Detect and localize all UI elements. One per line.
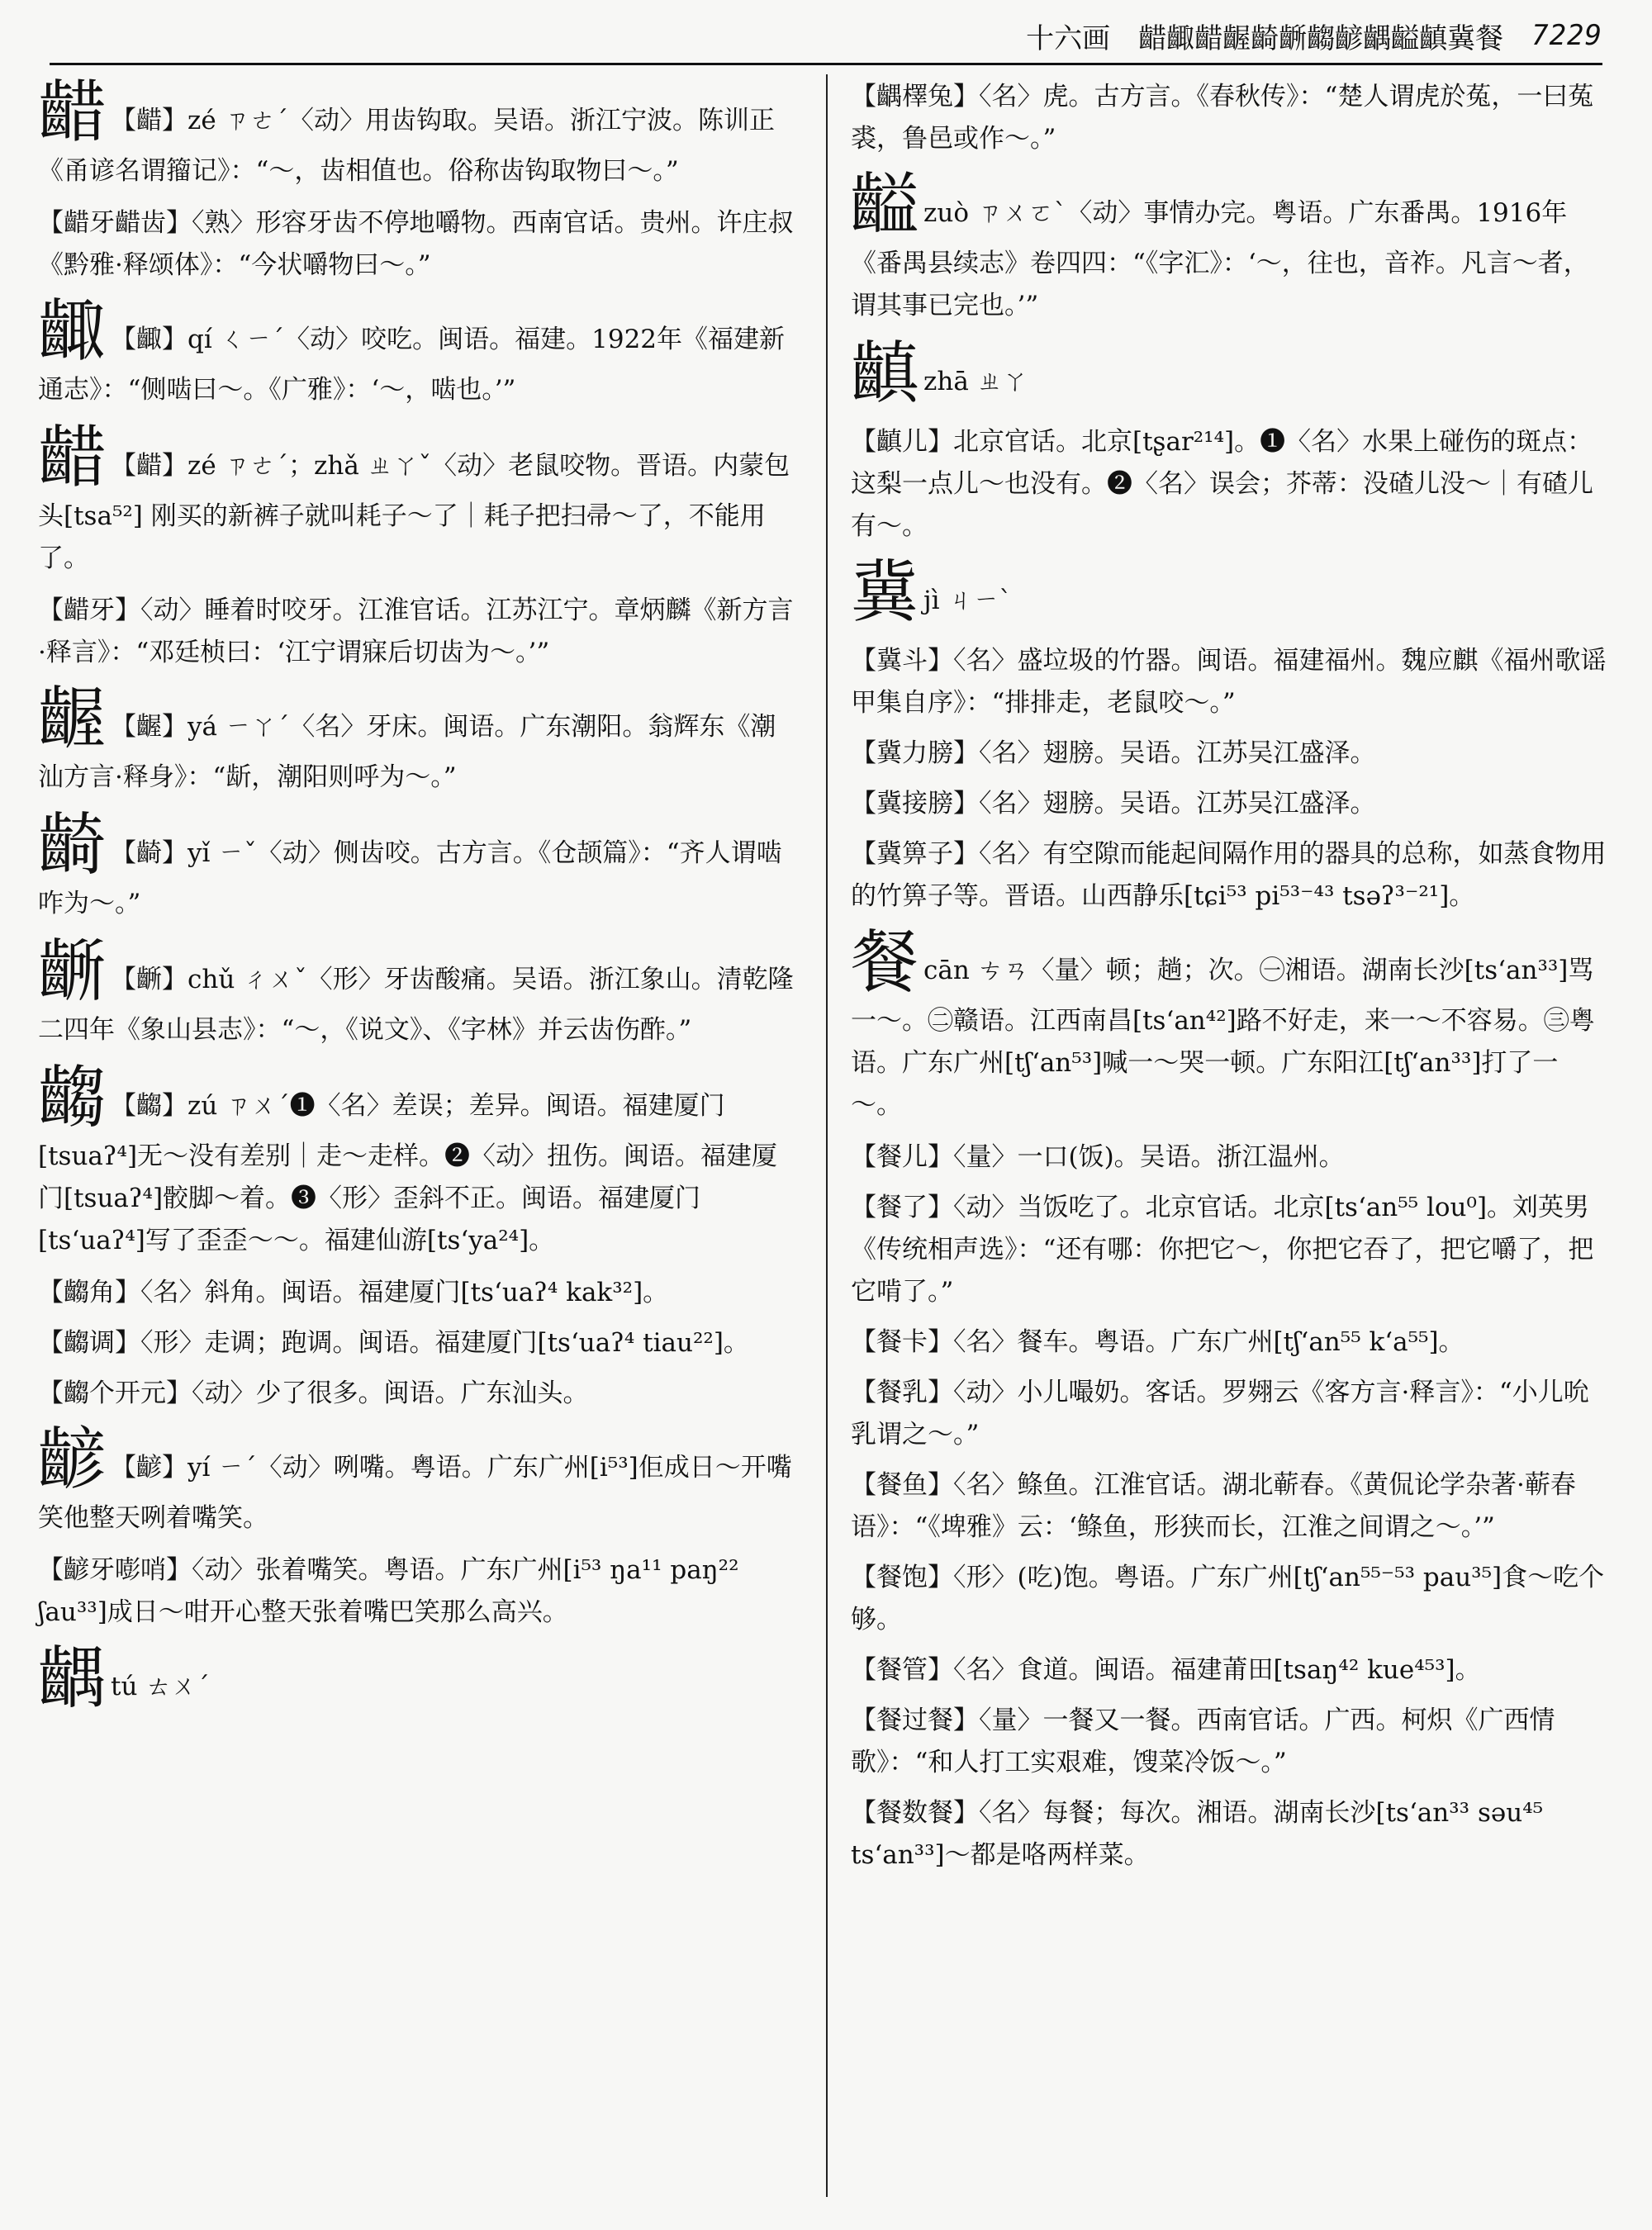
- headword-character: 餐: [851, 923, 919, 1002]
- headword-entry: [851, 334, 1609, 413]
- entry-text: 【齰牙齰齿】〈熟〉形容牙齿不停地嚼物。西南官话。贵州。许庄叔《黔雅·释颂体》：“今状嚼物曰～。”: [38, 208, 794, 280]
- sub-entry: [851, 421, 1609, 548]
- headword-entry: [38, 1639, 796, 1718]
- sub-entry: [851, 733, 1609, 775]
- column-divider: [826, 74, 828, 2197]
- entry-text: 【齰】zé ㄗㄜˊ〈动〉用齿钩取。吴语。浙江宁波。陈训正《甬谚名谓籀记》：“～，齿相值也。俗称齿钩取物曰～。”: [38, 106, 776, 186]
- sub-entry: [851, 833, 1609, 918]
- sub-entry: [851, 1187, 1609, 1313]
- entry-text: 【餐乳】〈动〉小儿嘬奶。客话。罗翙云《客方言·释言》：“小儿吮乳谓之～。”: [851, 1378, 1589, 1450]
- headword-entry: [38, 1423, 796, 1540]
- page-number: 7229: [1531, 19, 1602, 52]
- entry-text: jì ㄐㄧˋ: [923, 586, 1012, 615]
- sub-entry: [851, 1649, 1609, 1691]
- headword-character: 齷: [38, 680, 107, 758]
- sub-entry: [851, 76, 1609, 160]
- headword-character: 齮: [38, 806, 107, 885]
- entry-text: 【齷】yá ㄧㄚˊ〈名〉牙床。闽语。广东潮阳。翁辉东《潮汕方言·释身》：“龂，潮阳则呼为～。”: [38, 712, 776, 792]
- entry-text: 【齻儿】北京官话。北京[tʂar²¹⁴]。❶〈名〉水果上碰伤的斑点：这梨一点儿～也没有。❷〈名〉误会；芥蒂：没碴儿没～｜有碴儿有～。: [851, 427, 1593, 541]
- headword-entry: [38, 292, 796, 411]
- entry-text: 【餐儿】〈量〉一口(饭)。吴语。浙江温州。: [851, 1142, 1345, 1172]
- sub-entry: [38, 1373, 796, 1415]
- entry-text: 【餐管】〈名〉食道。闽语。福建莆田[tsaŋ⁴² kue⁴⁵³]。: [851, 1655, 1481, 1685]
- entry-text: 【冀力膀】〈名〉翅膀。吴语。江苏吴江盛泽。: [851, 738, 1376, 768]
- entry-text: 【齱】qí ㄑㄧˊ〈动〉咬吃。闽语。福建。1922年《福建新通志》：“侧啮曰～。《广雅》：‘～，啮也。’”: [38, 325, 786, 405]
- headword-character: 齭: [38, 932, 107, 1011]
- sub-entry: [851, 1557, 1609, 1641]
- entry-text: 【齺调】〈形〉走调；跑调。闽语。福建厦门[ts‘uaʔ⁴ tiau²²]。: [38, 1328, 749, 1358]
- sub-entry: [851, 1136, 1609, 1179]
- headword-entry: [38, 421, 796, 580]
- left-column: [38, 76, 796, 1726]
- entry-text: 【齮】yǐ ㄧˇ〈动〉侧齿咬。古方言。《仓颉篇》：“齐人谓啮咋为～。”: [38, 838, 782, 918]
- entry-text: 【餐数餐】〈名〉每餐；每次。湘语。湖南长沙[ts‘an³³ səu⁴⁵ ts‘an³³]～都是咯两样菜。: [851, 1798, 1544, 1870]
- headword-character: 齱: [38, 292, 107, 371]
- sub-entry: [851, 1464, 1609, 1549]
- right-column: [851, 76, 1609, 1885]
- entry-text: 【餐饱】〈形〉(吃)饱。粤语。广东广州[tʃ‘an⁵⁵⁻⁵³ pau³⁵]食～吃个够。: [851, 1563, 1605, 1635]
- headword-character: 齰: [38, 74, 107, 152]
- sub-entry: [38, 1322, 796, 1364]
- entry-text: 【齺个开元】〈动〉少了很多。闽语。广东汕头。: [38, 1378, 589, 1408]
- entry-text: 【齵檡兔】〈名〉虎。古方言。《春秋传》：“楚人谓虎於菟，一曰菟裘，鲁邑或作～。”: [851, 82, 1594, 154]
- headword-entry: [38, 682, 796, 799]
- sub-entry: [851, 1372, 1609, 1456]
- headword-character: 齸: [851, 166, 919, 244]
- entry-text: 【餐卡】〈名〉餐车。粤语。广东广州[tʃ‘an⁵⁵ k‘a⁵⁵]。: [851, 1327, 1464, 1357]
- entry-text: 【齴】yí ㄧˊ〈动〉咧嘴。粤语。广东广州[i⁵³]佢成日～开嘴笑他整天咧着嘴笑。: [38, 1453, 792, 1533]
- entry-text: 【齰牙】〈动〉睡着时咬牙。江淮官话。江苏江宁。章炳麟《新方言·释言》：“邓廷桢曰：‘江宁谓寐后切齿为～。’”: [38, 595, 794, 667]
- headword-entry: [38, 76, 796, 192]
- entry-text: tú ㄊㄨˊ: [111, 1672, 210, 1701]
- headword-entry: [851, 168, 1609, 327]
- section-label: 十六画: [1026, 21, 1111, 55]
- entry-text: 【冀接膀】〈名〉翅膀。吴语。江苏吴江盛泽。: [851, 789, 1376, 818]
- entry-text: 【餐了】〈动〉当饭吃了。北京官话。北京[ts‘an⁵⁵ lou⁰]。刘英男《传统相声选》：“还有哪：你把它～，你把它吞了，把它嚼了，把它啃了。”: [851, 1193, 1594, 1307]
- headword-character: 齴: [38, 1421, 107, 1499]
- entry-text: cān ㄘㄢ〈量〉顿；趟；次。㊀湘语。湖南长沙[ts‘an³³]骂一～。㊁赣语。江西南昌[ts‘an⁴²]路不好走，来一～不容易。㊂粤语。广东广州[tʃ‘an⁵³]喊一～哭一顿。广东阳江[tʃ‘an³³]打了一～。: [851, 956, 1595, 1120]
- entry-text: 【齺】zú ㄗㄨˊ❶〈名〉差误；差异。闽语。福建厦门[tsuaʔ⁴]无～没有差别｜走～走样。❷〈动〉扭伤。闽语。福建厦门[tsuaʔ⁴]骹脚～着。❸〈形〉歪斜不正。闽语。福建厦门[ts‘uaʔ⁴]写了歪歪～～。福建仙游[ts‘ya²⁴]。: [38, 1091, 778, 1255]
- sub-entry: [38, 1272, 796, 1314]
- page-header: [50, 10, 1602, 61]
- entry-text: 【齭】chǔ ㄔㄨˇ〈形〉牙齿酸痛。吴语。浙江象山。清乾隆二四年《象山县志》：“～，《说文》、《字林》并云齿伤酢。”: [38, 965, 794, 1045]
- headword-character: 齺: [38, 1059, 107, 1137]
- headword-entry: [851, 923, 1609, 1127]
- sub-entry: [851, 1792, 1609, 1877]
- entry-text: zhā ㄓㄚ: [923, 367, 1028, 396]
- headword-character: 齵: [38, 1639, 107, 1718]
- sub-entry: [851, 783, 1609, 825]
- entry-text: 【冀斗】〈名〉盛垃圾的竹器。闽语。福建福州。魏应麒《福州歌谣甲集自序》：“排排走，老鼠咬～。”: [851, 646, 1607, 718]
- sub-entry: [851, 1700, 1609, 1784]
- entry-text: 【齰】zé ㄗㄜˊ；zhǎ ㄓㄚˇ〈动〉老鼠咬物。晋语。内蒙包头[tsa⁵²] 刚买的新裤子就叫耗子～了｜耗子把扫帚～了，不能用了。: [38, 451, 790, 573]
- headword-entry: [38, 806, 796, 925]
- sub-entry: [38, 1549, 796, 1634]
- headword-character: 冀: [851, 553, 919, 632]
- entry-text: 【冀箅子】〈名〉有空隙而能起间隔作用的器具的总称，如蒸食物用的竹箅子等。晋语。山西静乐[tɕi⁵³ pi⁵³⁻⁴³ tsəʔ³⁻²¹]。: [851, 839, 1607, 911]
- entry-text: 【餐鱼】〈名〉鲦鱼。江淮官话。湖北蕲春。《黄侃论学杂著·蕲春语》：“《埤雅》云：‘鲦鱼，形狭而长，江淮之间谓之～。’”: [851, 1470, 1576, 1542]
- entry-text: 【齺角】〈名〉斜角。闽语。福建厦门[ts‘uaʔ⁴ kak³²]。: [38, 1278, 669, 1307]
- headword-character: 齰: [38, 419, 107, 497]
- header-character-range: 齰齱齰齷齮齭齺齴齵齸齻冀餐: [1138, 21, 1504, 55]
- header-rule: [50, 63, 1602, 65]
- sub-entry: [851, 640, 1609, 724]
- headword-entry: [38, 1061, 796, 1262]
- entry-text: zuò ㄗㄨㄛˋ〈动〉事情办完。粤语。广东番禺。1916年《番禺县续志》卷四四：“《字汇》：‘～，往也，音祚。凡言～者，谓其事已完也。’”: [851, 198, 1589, 320]
- headword-entry: [38, 932, 796, 1051]
- entry-text: 【齴牙嘭哨】〈动〉张着嘴笑。粤语。广东广州[i⁵³ ŋa¹¹ paŋ²² ʃau³³]成日～咁开心整天张着嘴巴笑那么高兴。: [38, 1555, 739, 1627]
- sub-entry: [38, 202, 796, 287]
- headword-entry: [851, 553, 1609, 632]
- sub-entry: [38, 590, 796, 674]
- entry-text: 【餐过餐】〈量〉一餐又一餐。西南官话。广西。柯炽《广西情歌》：“和人打工实艰难，馊菜冷饭～。”: [851, 1706, 1555, 1777]
- sub-entry: [851, 1321, 1609, 1364]
- headword-character: 齻: [851, 334, 919, 413]
